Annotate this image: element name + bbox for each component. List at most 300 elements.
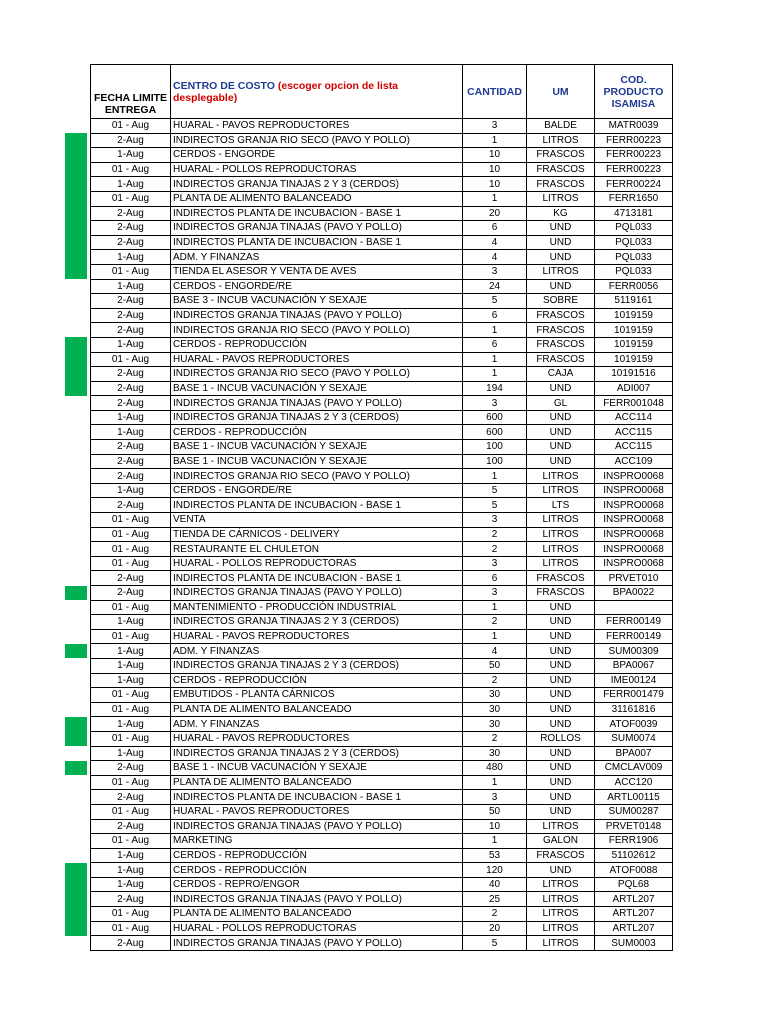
- cell-cantidad: 30: [463, 717, 527, 732]
- cell-cantidad: 1: [463, 629, 527, 644]
- cell-cantidad: 10: [463, 148, 527, 163]
- table-row: [91, 688, 673, 703]
- cell-cod-producto: ACC115: [595, 440, 673, 455]
- cell-cantidad: 2: [463, 527, 527, 542]
- cell-um: CAJA: [527, 367, 595, 382]
- table-row: [91, 279, 673, 294]
- cell-centro-costo: HUARAL - PAVOS REPRODUCTORES: [171, 119, 463, 134]
- cell-fecha: 01 - Aug: [91, 542, 171, 557]
- cell-cantidad: 30: [463, 688, 527, 703]
- cell-fecha: 1-Aug: [91, 863, 171, 878]
- table-row: [91, 177, 673, 192]
- cell-fecha: 1-Aug: [91, 425, 171, 440]
- cell-fecha: 2-Aug: [91, 469, 171, 484]
- cell-um: GALON: [527, 834, 595, 849]
- table-row: [91, 396, 673, 411]
- cell-um: FRASCOS: [527, 337, 595, 352]
- cell-um: UND: [527, 717, 595, 732]
- cell-cantidad: 100: [463, 440, 527, 455]
- table-row: [91, 761, 673, 776]
- cell-centro-costo: BASE 1 - INCUB VACUNACIÓN Y SEXAJE: [171, 440, 463, 455]
- cell-centro-costo: CERDOS - REPRODUCCIÓN: [171, 863, 463, 878]
- cell-centro-costo: INDIRECTOS GRANJA TINAJAS (PAVO Y POLLO): [171, 819, 463, 834]
- cell-fecha: 2-Aug: [91, 790, 171, 805]
- table-row: [91, 308, 673, 323]
- table-row: [91, 600, 673, 615]
- cell-cantidad: 20: [463, 921, 527, 936]
- cell-cantidad: 10: [463, 819, 527, 834]
- cell-cantidad: 1: [463, 352, 527, 367]
- cell-cod-producto: 51102612: [595, 848, 673, 863]
- cell-fecha: 01 - Aug: [91, 688, 171, 703]
- cell-centro-costo: CERDOS - REPRODUCCIÓN: [171, 848, 463, 863]
- cell-cod-producto: 10191516: [595, 367, 673, 382]
- cell-cantidad: 100: [463, 454, 527, 469]
- cell-centro-costo: INDIRECTOS GRANJA TINAJAS (PAVO Y POLLO): [171, 221, 463, 236]
- cell-cod-producto: ADI007: [595, 381, 673, 396]
- header-um: UM: [527, 65, 595, 119]
- cell-fecha: 01 - Aug: [91, 775, 171, 790]
- cell-centro-costo: BASE 1 - INCUB VACUNACIÓN Y SEXAJE: [171, 454, 463, 469]
- cell-um: LITROS: [527, 483, 595, 498]
- table-row: [91, 790, 673, 805]
- cell-centro-costo: INDIRECTOS GRANJA RIO SECO (PAVO Y POLLO): [171, 367, 463, 382]
- cell-cod-producto: INSPRO0068: [595, 556, 673, 571]
- cell-centro-costo: INDIRECTOS GRANJA RIO SECO (PAVO Y POLLO): [171, 323, 463, 338]
- cell-centro-costo: MANTENIMIENTO - PRODUCCIÓN INDUSTRIAL: [171, 600, 463, 615]
- cell-fecha: 2-Aug: [91, 133, 171, 148]
- header-centro-note: (escoger opcion de lista desplegable): [173, 79, 399, 104]
- cell-um: UND: [527, 658, 595, 673]
- cell-cod-producto: PRVET010: [595, 571, 673, 586]
- cell-um: UND: [527, 775, 595, 790]
- cell-centro-costo: HUARAL - PAVOS REPRODUCTORES: [171, 804, 463, 819]
- cell-um: LITROS: [527, 191, 595, 206]
- cell-cod-producto: [595, 600, 673, 615]
- cell-um: UND: [527, 600, 595, 615]
- cell-um: LITROS: [527, 527, 595, 542]
- cell-um: UND: [527, 235, 595, 250]
- cell-um: UND: [527, 761, 595, 776]
- cell-centro-costo: INDIRECTOS PLANTA DE INCUBACION - BASE 1: [171, 206, 463, 221]
- cell-cantidad: 2: [463, 542, 527, 557]
- cell-fecha: 1-Aug: [91, 673, 171, 688]
- cell-fecha: 01 - Aug: [91, 907, 171, 922]
- cell-cod-producto: FERR00223: [595, 148, 673, 163]
- cell-fecha: 2-Aug: [91, 819, 171, 834]
- cell-fecha: 01 - Aug: [91, 527, 171, 542]
- cell-fecha: 01 - Aug: [91, 921, 171, 936]
- cell-centro-costo: INDIRECTOS GRANJA TINAJAS 2 Y 3 (CERDOS): [171, 658, 463, 673]
- cell-cod-producto: CMCLAV009: [595, 761, 673, 776]
- cell-cantidad: 30: [463, 746, 527, 761]
- cell-cantidad: 2: [463, 615, 527, 630]
- cell-cantidad: 10: [463, 177, 527, 192]
- table-row: [91, 206, 673, 221]
- cell-cod-producto: INSPRO0068: [595, 542, 673, 557]
- cell-centro-costo: INDIRECTOS PLANTA DE INCUBACION - BASE 1: [171, 571, 463, 586]
- cell-cantidad: 1: [463, 775, 527, 790]
- cell-fecha: 2-Aug: [91, 571, 171, 586]
- cell-centro-costo: INDIRECTOS PLANTA DE INCUBACION - BASE 1: [171, 235, 463, 250]
- green-row-markers: [65, 0, 87, 1024]
- table-row: [91, 410, 673, 425]
- cell-centro-costo: HUARAL - PAVOS REPRODUCTORES: [171, 352, 463, 367]
- cell-cod-producto: INSPRO0068: [595, 498, 673, 513]
- cell-fecha: 1-Aug: [91, 250, 171, 265]
- cell-cod-producto: ACC109: [595, 454, 673, 469]
- order-table: [90, 64, 673, 951]
- table-row: [91, 527, 673, 542]
- green-marker: [65, 133, 87, 279]
- cell-cantidad: 5: [463, 294, 527, 309]
- cell-cod-producto: PQL033: [595, 221, 673, 236]
- table-row: [91, 352, 673, 367]
- cell-cantidad: 5: [463, 498, 527, 513]
- cell-cod-producto: PQL033: [595, 235, 673, 250]
- table-row: [91, 162, 673, 177]
- cell-um: FRASCOS: [527, 308, 595, 323]
- cell-cod-producto: FERR001048: [595, 396, 673, 411]
- table-row: [91, 235, 673, 250]
- cell-cod-producto: IME00124: [595, 673, 673, 688]
- table-row: [91, 250, 673, 265]
- cell-fecha: 2-Aug: [91, 396, 171, 411]
- cell-cantidad: 120: [463, 863, 527, 878]
- table-row: [91, 469, 673, 484]
- cell-cod-producto: PQL68: [595, 877, 673, 892]
- cell-um: UND: [527, 425, 595, 440]
- cell-cantidad: 480: [463, 761, 527, 776]
- cell-um: LITROS: [527, 819, 595, 834]
- table-row: [91, 819, 673, 834]
- table-row: [91, 892, 673, 907]
- table-row: [91, 191, 673, 206]
- cell-fecha: 1-Aug: [91, 337, 171, 352]
- green-marker: [65, 717, 87, 746]
- cell-cantidad: 4: [463, 250, 527, 265]
- cell-centro-costo: ADM. Y FINANZAS: [171, 250, 463, 265]
- cell-fecha: 2-Aug: [91, 440, 171, 455]
- cell-cod-producto: PQL033: [595, 250, 673, 265]
- cell-um: LITROS: [527, 907, 595, 922]
- cell-cod-producto: PQL033: [595, 264, 673, 279]
- cell-cantidad: 2: [463, 907, 527, 922]
- cell-um: UND: [527, 790, 595, 805]
- cell-um: FRASCOS: [527, 162, 595, 177]
- cell-um: FRASCOS: [527, 323, 595, 338]
- cell-um: LITROS: [527, 921, 595, 936]
- cell-um: FRASCOS: [527, 148, 595, 163]
- cell-fecha: 1-Aug: [91, 877, 171, 892]
- cell-cod-producto: MATR0039: [595, 119, 673, 134]
- cell-fecha: 2-Aug: [91, 206, 171, 221]
- cell-centro-costo: CERDOS - REPRODUCCIÓN: [171, 673, 463, 688]
- cell-cantidad: 5: [463, 483, 527, 498]
- cell-cantidad: 5: [463, 936, 527, 951]
- cell-fecha: 01 - Aug: [91, 556, 171, 571]
- cell-cantidad: 2: [463, 731, 527, 746]
- cell-fecha: 1-Aug: [91, 615, 171, 630]
- cell-cantidad: 30: [463, 702, 527, 717]
- table-row: [91, 571, 673, 586]
- cell-um: UND: [527, 804, 595, 819]
- cell-cod-producto: 5119161: [595, 294, 673, 309]
- cell-um: UND: [527, 615, 595, 630]
- table-row: [91, 133, 673, 148]
- cell-centro-costo: HUARAL - POLLOS REPRODUCTORAS: [171, 921, 463, 936]
- cell-fecha: 1-Aug: [91, 848, 171, 863]
- table-row: [91, 936, 673, 951]
- cell-cantidad: 50: [463, 804, 527, 819]
- cell-cantidad: 2: [463, 673, 527, 688]
- cell-cod-producto: PRVET0148: [595, 819, 673, 834]
- cell-fecha: 2-Aug: [91, 936, 171, 951]
- cell-cod-producto: ACC120: [595, 775, 673, 790]
- cell-centro-costo: CERDOS - ENGORDE/RE: [171, 483, 463, 498]
- cell-centro-costo: CERDOS - ENGORDE/RE: [171, 279, 463, 294]
- cell-um: SOBRE: [527, 294, 595, 309]
- cell-cod-producto: FERR00223: [595, 162, 673, 177]
- green-marker: [65, 586, 87, 601]
- cell-cantidad: 4: [463, 644, 527, 659]
- cell-cod-producto: FERR00149: [595, 629, 673, 644]
- cell-centro-costo: PLANTA DE ALIMENTO BALANCEADO: [171, 191, 463, 206]
- cell-um: LTS: [527, 498, 595, 513]
- cell-cod-producto: ARTL00115: [595, 790, 673, 805]
- cell-cod-producto: INSPRO0068: [595, 527, 673, 542]
- cell-um: UND: [527, 673, 595, 688]
- cell-fecha: 2-Aug: [91, 586, 171, 601]
- table-row: [91, 483, 673, 498]
- table-row: [91, 264, 673, 279]
- cell-cod-producto: ATOF0039: [595, 717, 673, 732]
- cell-centro-costo: INDIRECTOS GRANJA TINAJAS 2 Y 3 (CERDOS): [171, 615, 463, 630]
- cell-cod-producto: SUM0003: [595, 936, 673, 951]
- cell-cantidad: 24: [463, 279, 527, 294]
- cell-um: LITROS: [527, 469, 595, 484]
- cell-um: LITROS: [527, 936, 595, 951]
- table-row: [91, 731, 673, 746]
- cell-cantidad: 50: [463, 658, 527, 673]
- cell-cod-producto: BPA007: [595, 746, 673, 761]
- cell-fecha: 01 - Aug: [91, 191, 171, 206]
- cell-cod-producto: ACC114: [595, 410, 673, 425]
- cell-um: UND: [527, 629, 595, 644]
- cell-fecha: 2-Aug: [91, 761, 171, 776]
- table-row: [91, 337, 673, 352]
- cell-um: FRASCOS: [527, 177, 595, 192]
- table-row: [91, 454, 673, 469]
- cell-centro-costo: HUARAL - PAVOS REPRODUCTORES: [171, 731, 463, 746]
- cell-cantidad: 6: [463, 571, 527, 586]
- cell-cantidad: 6: [463, 221, 527, 236]
- cell-fecha: 2-Aug: [91, 221, 171, 236]
- table-row: [91, 381, 673, 396]
- cell-centro-costo: VENTA: [171, 513, 463, 528]
- cell-centro-costo: INDIRECTOS GRANJA TINAJAS (PAVO Y POLLO): [171, 586, 463, 601]
- cell-cod-producto: FERR00224: [595, 177, 673, 192]
- cell-centro-costo: INDIRECTOS GRANJA TINAJAS 2 Y 3 (CERDOS): [171, 746, 463, 761]
- table-row: [91, 863, 673, 878]
- header-cod-producto: COD. PRODUCTO ISAMISA: [595, 65, 673, 119]
- cell-fecha: 2-Aug: [91, 308, 171, 323]
- cell-um: LITROS: [527, 133, 595, 148]
- cell-fecha: 2-Aug: [91, 381, 171, 396]
- cell-um: UND: [527, 746, 595, 761]
- cell-centro-costo: INDIRECTOS PLANTA DE INCUBACION - BASE 1: [171, 790, 463, 805]
- table-row: [91, 148, 673, 163]
- cell-cantidad: 40: [463, 877, 527, 892]
- table-row: [91, 367, 673, 382]
- green-marker: [65, 761, 87, 776]
- cell-centro-costo: CERDOS - REPRODUCCIÓN: [171, 337, 463, 352]
- header-centro-costo: [171, 65, 463, 119]
- cell-um: UND: [527, 644, 595, 659]
- cell-cod-producto: SUM0074: [595, 731, 673, 746]
- cell-cod-producto: 1019159: [595, 352, 673, 367]
- cell-um: LITROS: [527, 892, 595, 907]
- cell-um: UND: [527, 279, 595, 294]
- cell-cantidad: 3: [463, 264, 527, 279]
- header-cantidad: CANTIDAD: [463, 65, 527, 119]
- cell-fecha: 2-Aug: [91, 498, 171, 513]
- cell-cod-producto: ATOF0088: [595, 863, 673, 878]
- cell-cod-producto: FERR1650: [595, 191, 673, 206]
- header-centro-label: CENTRO DE COSTO: [173, 79, 275, 92]
- cell-cod-producto: INSPRO0068: [595, 513, 673, 528]
- table-row: [91, 440, 673, 455]
- cell-fecha: 01 - Aug: [91, 834, 171, 849]
- cell-centro-costo: RESTAURANTE EL CHULETON: [171, 542, 463, 557]
- cell-um: LITROS: [527, 556, 595, 571]
- table-row: [91, 629, 673, 644]
- table-row: [91, 586, 673, 601]
- cell-cantidad: 1: [463, 191, 527, 206]
- cell-fecha: 01 - Aug: [91, 702, 171, 717]
- cell-um: UND: [527, 410, 595, 425]
- table-row: [91, 294, 673, 309]
- cell-cantidad: 6: [463, 337, 527, 352]
- cell-cod-producto: FERR001479: [595, 688, 673, 703]
- cell-cod-producto: ARTL207: [595, 907, 673, 922]
- table-body: [91, 119, 673, 951]
- cell-fecha: 1-Aug: [91, 746, 171, 761]
- cell-fecha: 2-Aug: [91, 323, 171, 338]
- table-row: [91, 834, 673, 849]
- table-row: [91, 615, 673, 630]
- table-row: [91, 513, 673, 528]
- cell-fecha: 01 - Aug: [91, 804, 171, 819]
- cell-fecha: 01 - Aug: [91, 162, 171, 177]
- table-row: [91, 804, 673, 819]
- cell-centro-costo: INDIRECTOS GRANJA TINAJAS 2 Y 3 (CERDOS): [171, 177, 463, 192]
- table-row: [91, 556, 673, 571]
- cell-um: LITROS: [527, 877, 595, 892]
- cell-cantidad: 3: [463, 790, 527, 805]
- cell-cantidad: 3: [463, 119, 527, 134]
- table-row: [91, 658, 673, 673]
- cell-fecha: 1-Aug: [91, 658, 171, 673]
- cell-um: GL: [527, 396, 595, 411]
- cell-fecha: 1-Aug: [91, 483, 171, 498]
- cell-um: FRASCOS: [527, 571, 595, 586]
- table-row: [91, 921, 673, 936]
- cell-cantidad: 1: [463, 133, 527, 148]
- cell-cantidad: 1: [463, 834, 527, 849]
- table-row: [91, 775, 673, 790]
- table-row: [91, 746, 673, 761]
- cell-cantidad: 10: [463, 162, 527, 177]
- cell-centro-costo: INDIRECTOS GRANJA RIO SECO (PAVO Y POLLO): [171, 133, 463, 148]
- cell-centro-costo: INDIRECTOS GRANJA RIO SECO (PAVO Y POLLO): [171, 469, 463, 484]
- cell-fecha: 01 - Aug: [91, 119, 171, 134]
- cell-cantidad: 3: [463, 396, 527, 411]
- cell-cantidad: 600: [463, 425, 527, 440]
- cell-cantidad: 20: [463, 206, 527, 221]
- cell-centro-costo: CERDOS - REPRODUCCIÓN: [171, 425, 463, 440]
- cell-um: UND: [527, 221, 595, 236]
- cell-fecha: 1-Aug: [91, 148, 171, 163]
- cell-fecha: 01 - Aug: [91, 731, 171, 746]
- green-marker: [65, 644, 87, 659]
- cell-centro-costo: INDIRECTOS GRANJA TINAJAS (PAVO Y POLLO): [171, 308, 463, 323]
- cell-centro-costo: INDIRECTOS GRANJA TINAJAS 2 Y 3 (CERDOS): [171, 410, 463, 425]
- cell-centro-costo: INDIRECTOS PLANTA DE INCUBACION - BASE 1: [171, 498, 463, 513]
- table-row: [91, 907, 673, 922]
- cell-um: LITROS: [527, 542, 595, 557]
- cell-fecha: 01 - Aug: [91, 600, 171, 615]
- cell-um: UND: [527, 250, 595, 265]
- cell-centro-costo: CERDOS - ENGORDE: [171, 148, 463, 163]
- cell-centro-costo: BASE 1 - INCUB VACUNACIÓN Y SEXAJE: [171, 761, 463, 776]
- cell-um: FRASCOS: [527, 352, 595, 367]
- cell-centro-costo: EMBUTIDOS - PLANTA CÁRNICOS: [171, 688, 463, 703]
- cell-centro-costo: INDIRECTOS GRANJA TINAJAS (PAVO Y POLLO): [171, 936, 463, 951]
- cell-cantidad: 1: [463, 323, 527, 338]
- cell-fecha: 2-Aug: [91, 294, 171, 309]
- table-row: [91, 644, 673, 659]
- cell-um: UND: [527, 688, 595, 703]
- cell-fecha: 1-Aug: [91, 279, 171, 294]
- cell-cod-producto: ARTL207: [595, 921, 673, 936]
- cell-cantidad: 3: [463, 556, 527, 571]
- table-row: [91, 673, 673, 688]
- table-row: [91, 542, 673, 557]
- cell-centro-costo: TIENDA DE CÁRNICOS - DELIVERY: [171, 527, 463, 542]
- table-row: [91, 702, 673, 717]
- cell-cod-producto: ACC115: [595, 425, 673, 440]
- cell-fecha: 1-Aug: [91, 410, 171, 425]
- cell-cantidad: 25: [463, 892, 527, 907]
- cell-cantidad: 1: [463, 469, 527, 484]
- cell-centro-costo: INDIRECTOS GRANJA TINAJAS (PAVO Y POLLO): [171, 892, 463, 907]
- cell-cantidad: 3: [463, 513, 527, 528]
- cell-um: UND: [527, 454, 595, 469]
- cell-um: LITROS: [527, 264, 595, 279]
- cell-centro-costo: BASE 3 - INCUB VACUNACIÓN Y SEXAJE: [171, 294, 463, 309]
- table-row: [91, 323, 673, 338]
- cell-fecha: 2-Aug: [91, 454, 171, 469]
- cell-cantidad: 6: [463, 308, 527, 323]
- cell-cantidad: 1: [463, 367, 527, 382]
- cell-cod-producto: 31161816: [595, 702, 673, 717]
- cell-um: FRASCOS: [527, 586, 595, 601]
- table-row: [91, 498, 673, 513]
- table-row: [91, 848, 673, 863]
- cell-centro-costo: ADM. Y FINANZAS: [171, 644, 463, 659]
- cell-fecha: 01 - Aug: [91, 513, 171, 528]
